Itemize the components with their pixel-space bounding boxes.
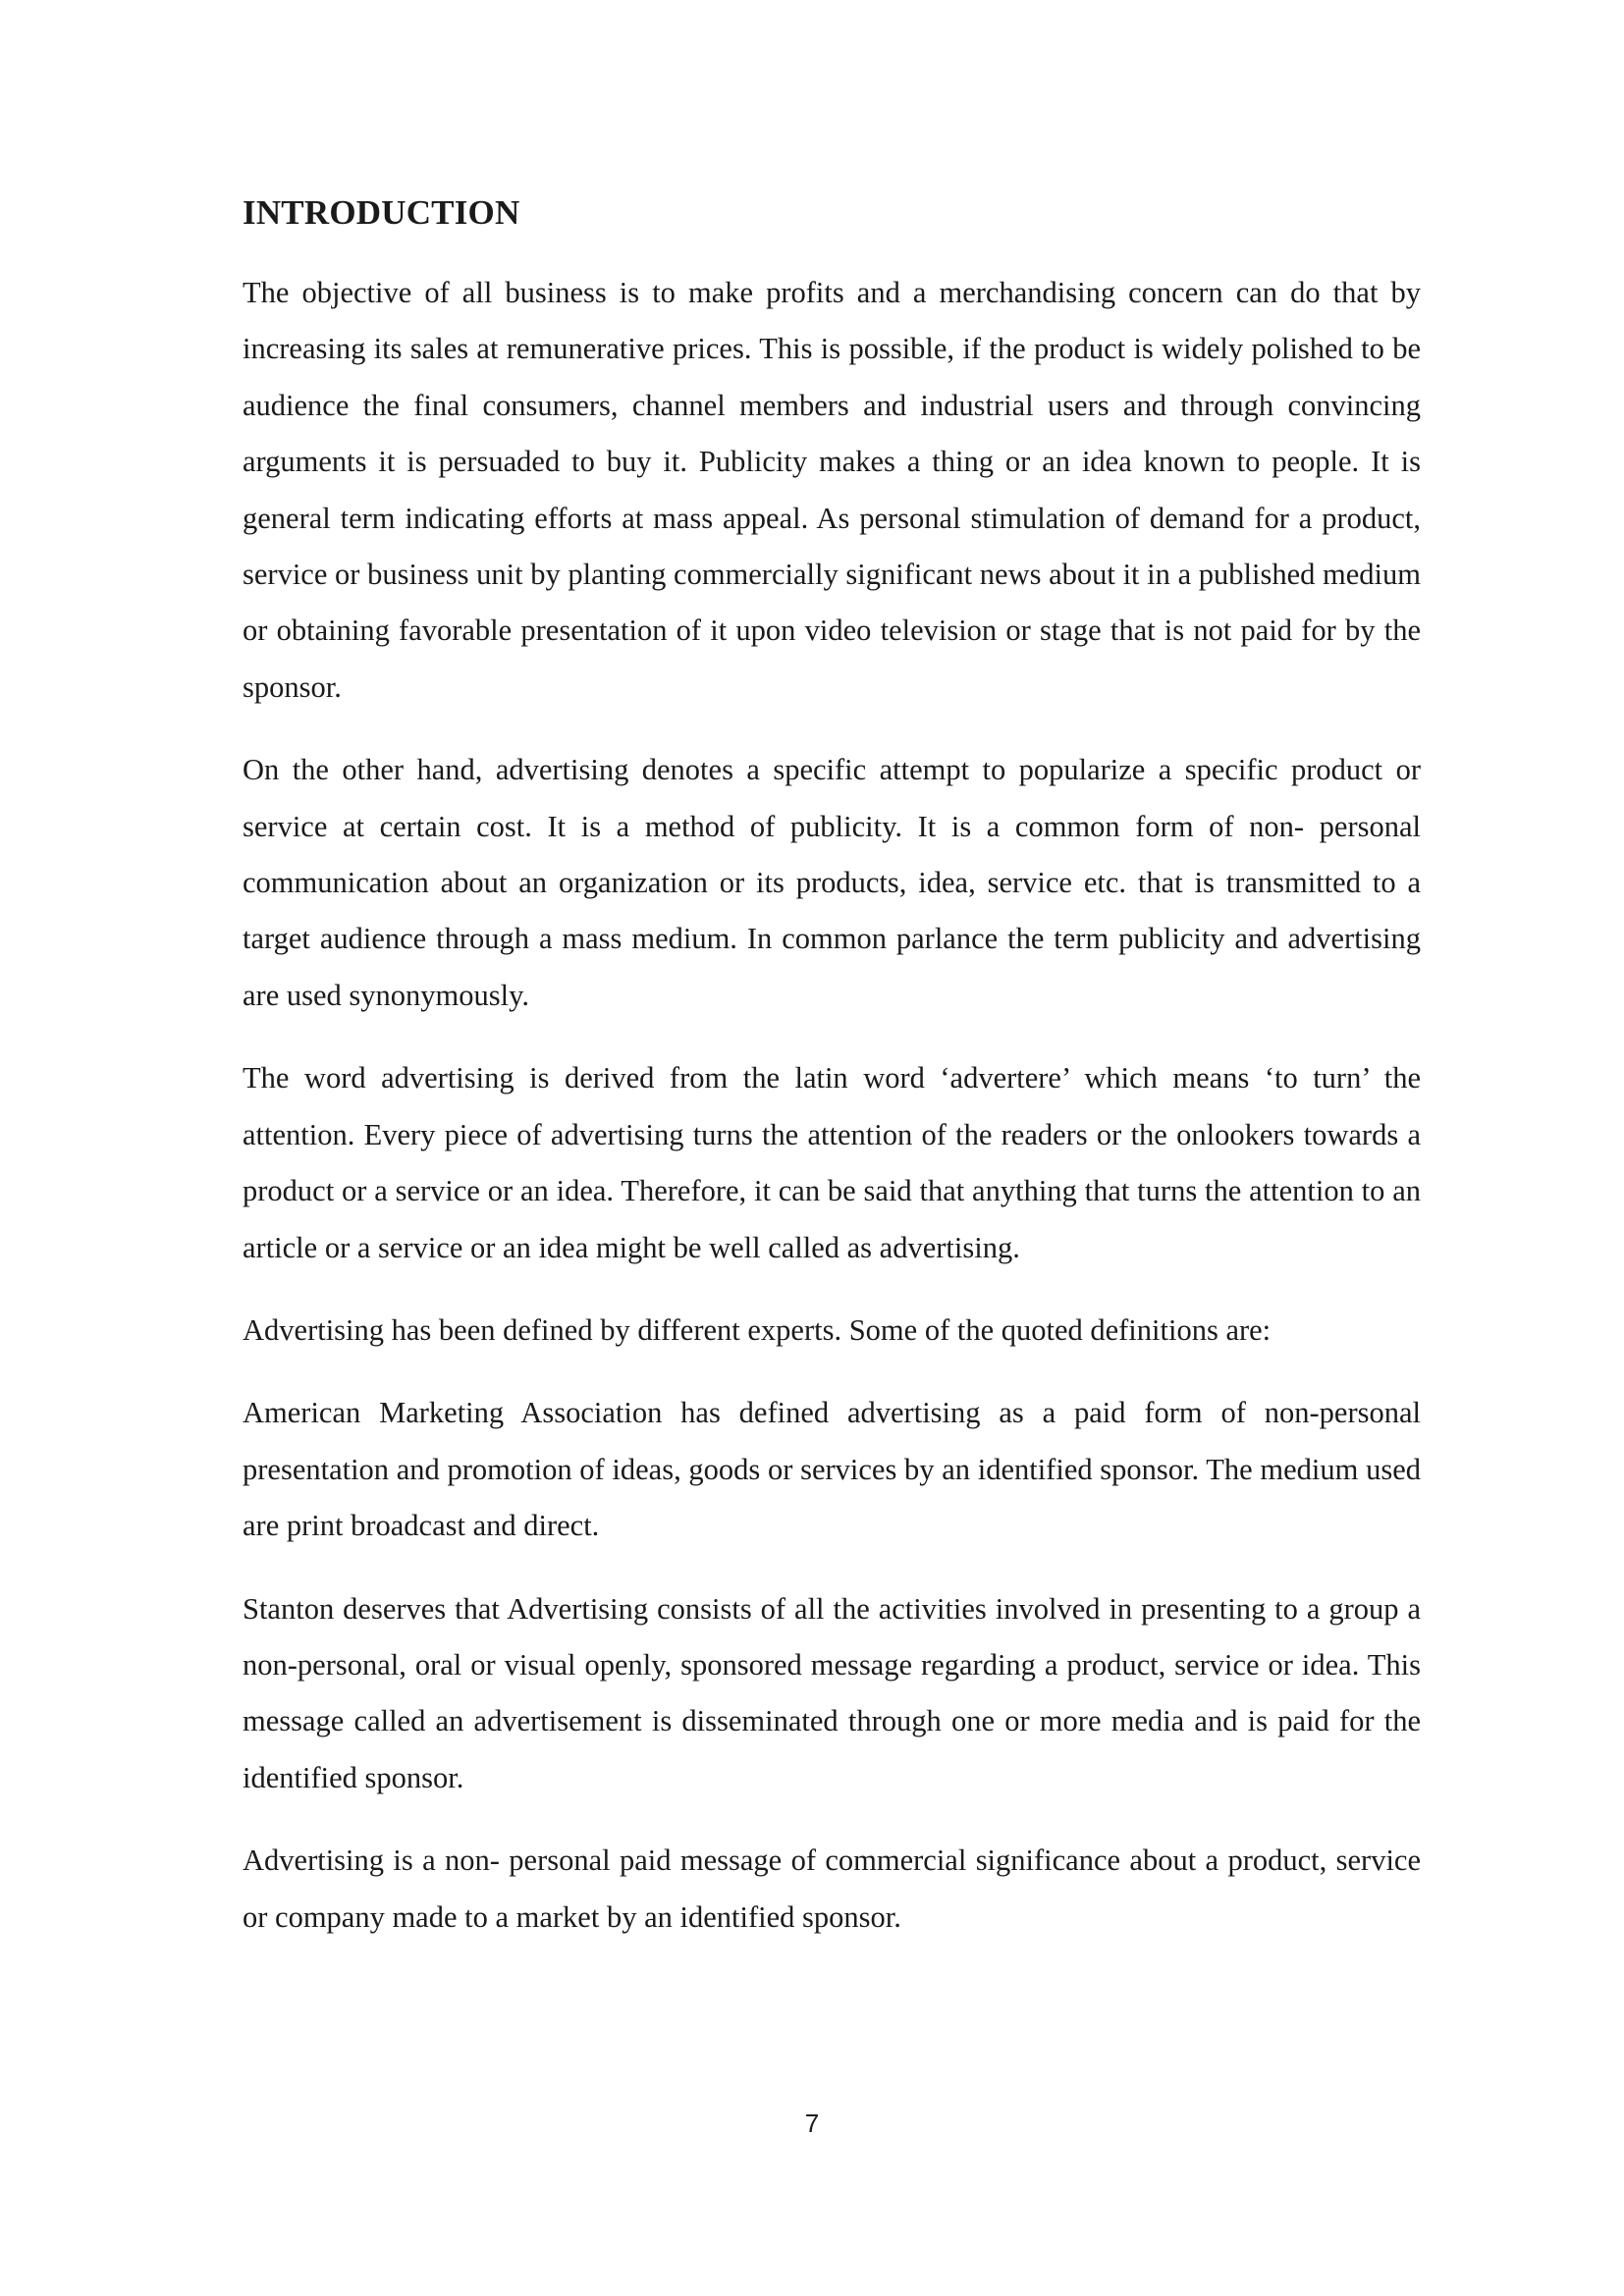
paragraph-ama-definition: American Marketing Association has defined advertising as a paid form of non-personal presentation and promotion of ideas, goods or services by an identified sponsor. The medium used are print broadcast and direct.	[243, 1396, 1421, 1543]
page-content	[243, 188, 1421, 1972]
paragraph-paid-message-definition: Advertising is a non- personal paid message of commercial significance about a product, service or company made to a market by an identified sponsor.	[243, 1843, 1421, 1934]
paragraph-word-origin: The word advertising is derived from the latin word ‘advertere’ which means ‘to turn’ the attention. Every piece of advertising turns the attention of the readers or the onlookers towards a product or a service or an idea. Therefore, it can be said that anything that turns the attention to an article or a service or an idea might be well called as advertising.	[243, 1061, 1421, 1264]
page-number: 7	[804, 2109, 820, 2138]
section-heading: INTRODUCTION	[243, 193, 520, 232]
paragraph-stanton-definition: Stanton deserves that Advertising consists of all the activities involved in presenting to a group a non-personal, oral or visual openly, sponsored message regarding a product, service or idea. This message called an advertisement is disseminated through one or more media and is paid for the identified sponsor.	[243, 1591, 1421, 1794]
paragraph-objective-of-business: The objective of all business is to make profits and a merchandising concern can do that by increasing its sales at remunerative prices. This is possible, if the product is widely polished to be audience the final consumers, channel members and industrial users and through convincing arguments it is persuaded to buy it. Publicity makes a thing or an idea known to people. It is general term indicating efforts at mass appeal. As personal stimulation of demand for a product, service or business unit by planting commercially significant news about it in a published medium or obtaining favorable presentation of it upon video television or stage that is not paid for by the sponsor.	[243, 276, 1421, 704]
paragraph-advertising-vs-publicity: On the other hand, advertising denotes a specific attempt to popularize a specific product or service at certain cost. It is a method of publicity. It is a common form of non- personal communication about an organization or its products, idea, service etc. that is transmitted to a target audience through a mass medium. In common parlance the term publicity and advertising are used synonymously.	[243, 753, 1421, 1012]
paragraph-definitions-intro: Advertising has been defined by different experts. Some of the quoted definitions are:	[243, 1312, 1272, 1347]
